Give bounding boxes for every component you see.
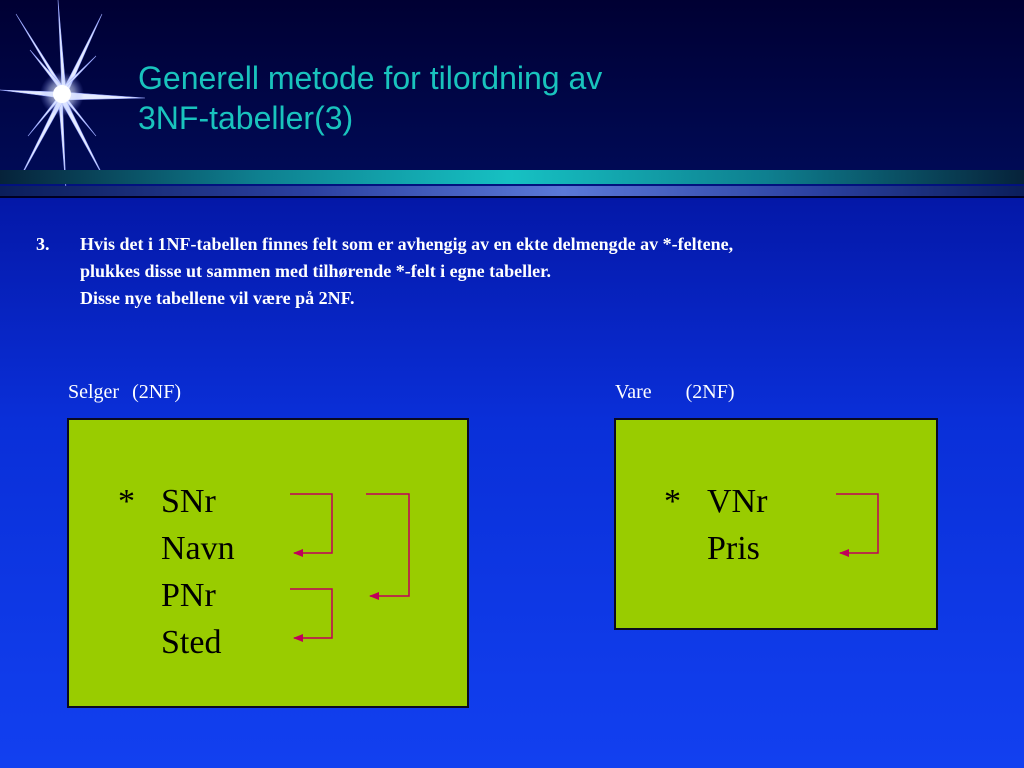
title-line-2a: 3NF-tabeller: [138, 100, 315, 136]
step-line-1: Hvis det i 1NF-tabellen finnes felt som er avhengig av en ekte delmengde av *-feltene,: [80, 234, 734, 254]
arrow-pnr-sted: [290, 589, 332, 638]
arrow-vnr-pris: [836, 494, 878, 553]
step-number: 3.: [36, 234, 50, 254]
vare-key-marker: *: [664, 483, 681, 520]
vare-field-pris: Pris: [707, 530, 760, 567]
step-line-2: plukkes disse ut sammen med tilhørende *-felt i egne tabeller.: [80, 261, 551, 281]
title-line-1: Generell metode for tilordning av: [138, 60, 603, 96]
arrow-snr-navn: [290, 494, 332, 553]
arrow-snr-pnr: [366, 494, 409, 596]
selger-key-marker: *: [118, 483, 135, 520]
vare-field-vnr: VNr: [707, 483, 768, 520]
vare-table-name: Vare: [615, 381, 652, 403]
selger-field-navn: Navn: [161, 530, 235, 567]
step-line-3: Disse nye tabellene vil være på 2NF.: [80, 288, 355, 308]
selger-field-sted: Sted: [161, 624, 222, 661]
title-line-2b: (3): [314, 100, 354, 136]
selger-table-form: (2NF): [132, 381, 181, 403]
selger-table-name: Selger: [68, 381, 120, 403]
selger-field-snr: SNr: [161, 483, 216, 520]
selger-field-pnr: PNr: [161, 577, 216, 614]
vare-table-form: (2NF): [685, 381, 735, 403]
